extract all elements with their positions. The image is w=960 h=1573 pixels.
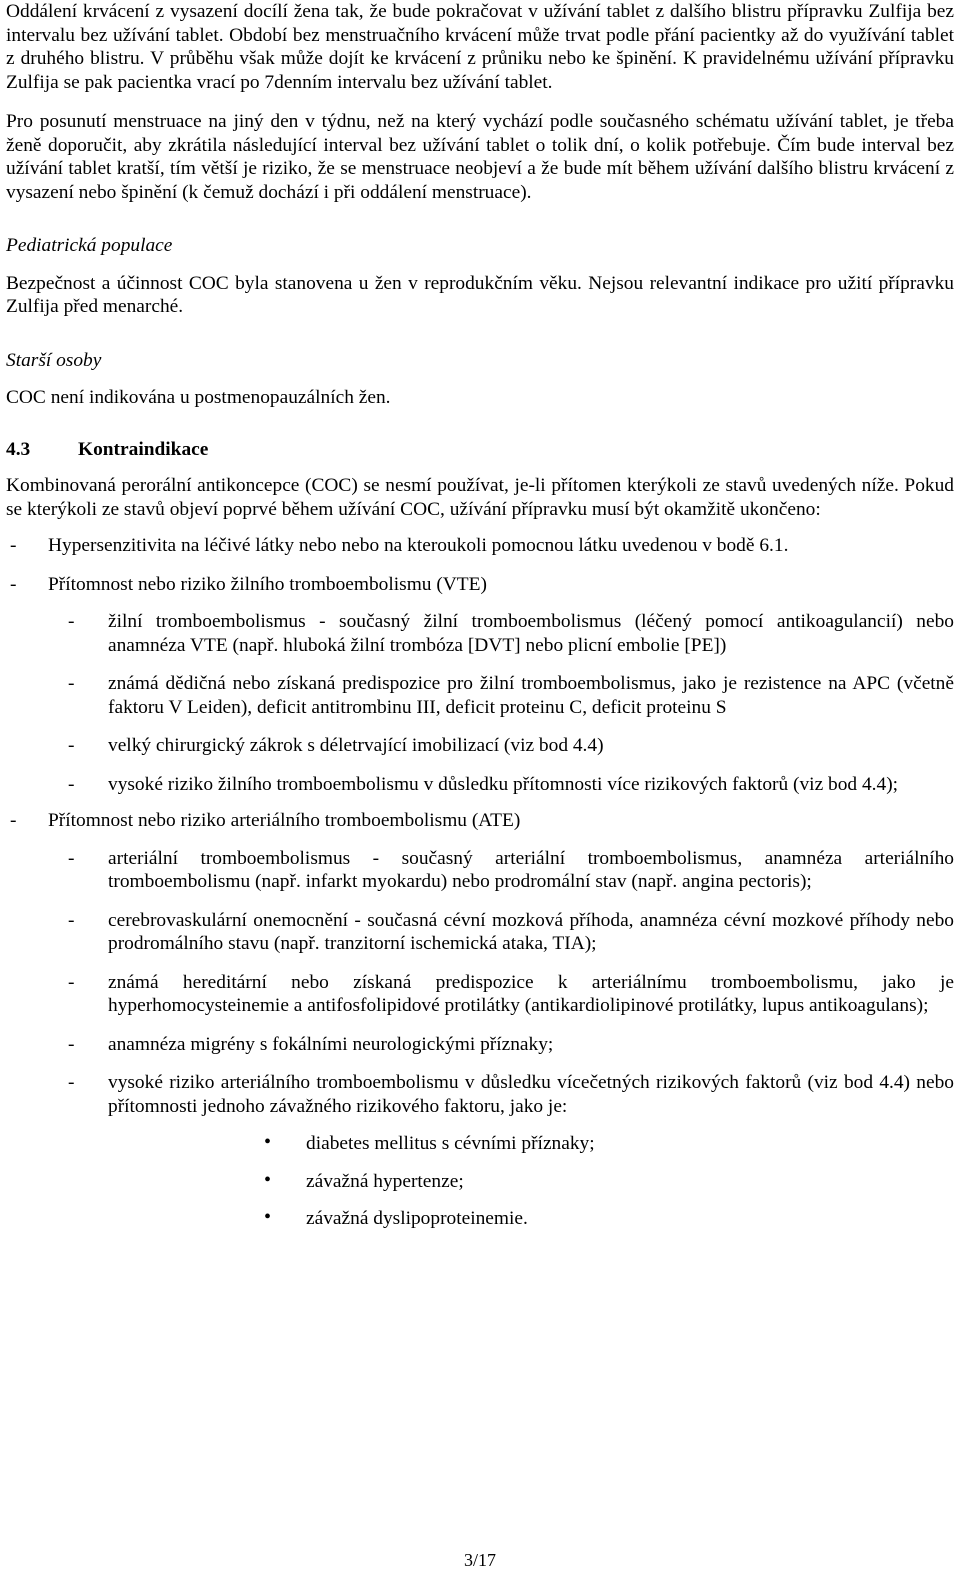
list-item-ate (6, 809, 954, 833)
section-title: Kontraindikace (78, 438, 209, 460)
dash-marker: - (10, 810, 17, 831)
vte-item (6, 773, 954, 797)
dash-marker: - (10, 535, 17, 556)
intro-paragraph-2: Pro posunutí menstruace na jiný den v týdnu, než na který vychází podle současného schématu užívání tablet, je třeba ženě doporučit, aby zkrátila následující interval bez užívání tablet o tolik dní, o kolik potřebuje. Čím bude interval bez užívání tablet kratší, tím větší je riziko, že se menstruace neobjeví a že bude mít během užívání dalšího blistru krvácení z vysazení nebo špinění (k čemuž dochází i při oddálení menstruace). (6, 111, 954, 203)
vte-item-text: žilní tromboembolismus - současný žilní tromboembolismus (léčený pomocí antikoagulancií) nebo anamnéza VTE (např. hluboká žilní trombóza [DVT] nebo plicní embolie [PE]) (108, 611, 954, 656)
ate-sublist (6, 847, 954, 1119)
ate-item-text: známá hereditární nebo získaná predispozice k arteriálnímu tromboembolismu, jako je hyperhomocysteinemie a antifosfolipidové protilátky (antikardiolipinové protilátky, lupus antikoagulans); (108, 971, 954, 1016)
vte-sublist (6, 610, 954, 796)
bullet-item (6, 1207, 954, 1231)
ate-item (6, 1071, 954, 1118)
bullet-icon: • (264, 1168, 272, 1191)
contraindication-list (6, 534, 954, 596)
list-item-vte (6, 573, 954, 597)
section-intro: Kombinovaná perorální antikoncepce (COC) se nesmí používat, je-li přítomen kterýkoli ze stavů uvedených níže. Pokud se kterýkoli ze stavů objeví poprvé během užívání COC, užívání přípravku musí být okamžitě ukončeno: (6, 475, 954, 520)
dash-marker: - (68, 735, 75, 756)
elderly-heading: Starší osoby (6, 349, 102, 371)
dash-marker: - (68, 1033, 75, 1055)
page-number: 3/17 (463, 1550, 496, 1570)
dash-marker: - (68, 971, 75, 993)
elderly-text: COC není indikována u postmenopauzálních žen. (6, 387, 391, 408)
vte-item-text: velký chirurgický zákrok s déletrvající imobilizací (viz bod 4.4) (108, 735, 604, 756)
dash-marker: - (68, 1072, 75, 1093)
ate-item-text: anamnéza migrény s fokálními neurologickými příznaky; (108, 1033, 554, 1055)
section-number: 4.3 (6, 438, 31, 460)
dash-marker: - (68, 909, 75, 931)
list-item-text: Hypersenzitivita na léčivé látky nebo nebo na kteroukoli pomocnou látku uvedenou v bodě 6.1. (48, 535, 789, 556)
vte-item-text: vysoké riziko žilního tromboembolismu v důsledku přítomnosti více rizikových faktorů (viz bod 4.4); (108, 773, 899, 795)
dash-marker: - (68, 611, 75, 632)
ate-title: Přítomnost nebo riziko arteriálního tromboembolismu (ATE) (48, 810, 521, 831)
vte-title: Přítomnost nebo riziko žilního tromboembolismu (VTE) (48, 573, 487, 595)
pediatric-text: Bezpečnost a účinnost COC byla stanovena u žen v reprodukčním věku. Nejsou relevantní indikace pro užití přípravku Zulfija před menarché. (6, 272, 954, 317)
vte-item-text: známá dědičná nebo získaná predispozice pro žilní tromboembolismus, jako je rezistence na APC (včetně faktoru V Leiden), deficit antitrombinu III, deficit proteinu C, deficit proteinu S (108, 673, 954, 718)
bullet-text: diabetes mellitus s cévními příznaky; (306, 1133, 595, 1154)
bullet-text: závažná hypertenze; (306, 1170, 464, 1192)
intro-paragraph-1: Oddálení krvácení z vysazení docílí žena tak, že bude pokračovat v užívání tablet z dalšího blistru přípravku Zulfija bez intervalu bez užívání tablet. Období bez menstruačního krvácení může trvat podle přání pacientky až do využívání tablet z druhého blistru. V průběhu však může dojít ke krvácení z průniku nebo ke špinění. K pravidelnému užívání přípravku Zulfija se pak pacientka vrací po 7denním intervalu bez užívání tablet. (6, 1, 954, 93)
ate-item (6, 971, 954, 1018)
contraindication-list-ate (6, 809, 954, 833)
pediatric-heading: Pediatrická populace (6, 235, 173, 256)
document-page (6, 0, 954, 1231)
bullet-icon: • (264, 1206, 272, 1228)
bullet-text: závažná dyslipoproteinemie. (306, 1208, 528, 1229)
dash-marker: - (68, 847, 75, 869)
vte-item (6, 610, 954, 657)
dash-marker: - (10, 573, 17, 595)
ate-item-text: vysoké riziko arteriálního tromboembolismu v důsledku vícečetných rizikových faktorů (viz bod 4.4) nebo přítomnosti jednoho závažného rizikového faktoru, jako je: (108, 1072, 954, 1117)
ate-item-text: cerebrovaskulární onemocnění - současná cévní mozková příhoda, anamnéza cévní mozkové příhody nebo prodromálního stavu (např. tranzitorní ischemická ataka, TIA); (108, 909, 954, 954)
section-heading (6, 438, 954, 462)
ate-item (6, 1033, 954, 1057)
bullet-icon: • (264, 1131, 272, 1153)
ate-item (6, 909, 954, 956)
risk-factor-bullets (6, 1132, 954, 1231)
vte-item (6, 672, 954, 719)
bullet-item (6, 1132, 954, 1156)
bullet-item (6, 1170, 954, 1194)
list-item-hypersensitivity (6, 534, 954, 558)
dash-marker: - (68, 673, 75, 694)
ate-item (6, 847, 954, 894)
ate-item-text: arteriální tromboembolismus - současný arteriální tromboembolismus, anamnéza arteriálního tromboembolismu (např. infarkt myokardu) nebo prodromální stav (např. angina pectoris); (108, 847, 954, 892)
vte-item (6, 734, 954, 758)
dash-marker: - (68, 773, 75, 795)
